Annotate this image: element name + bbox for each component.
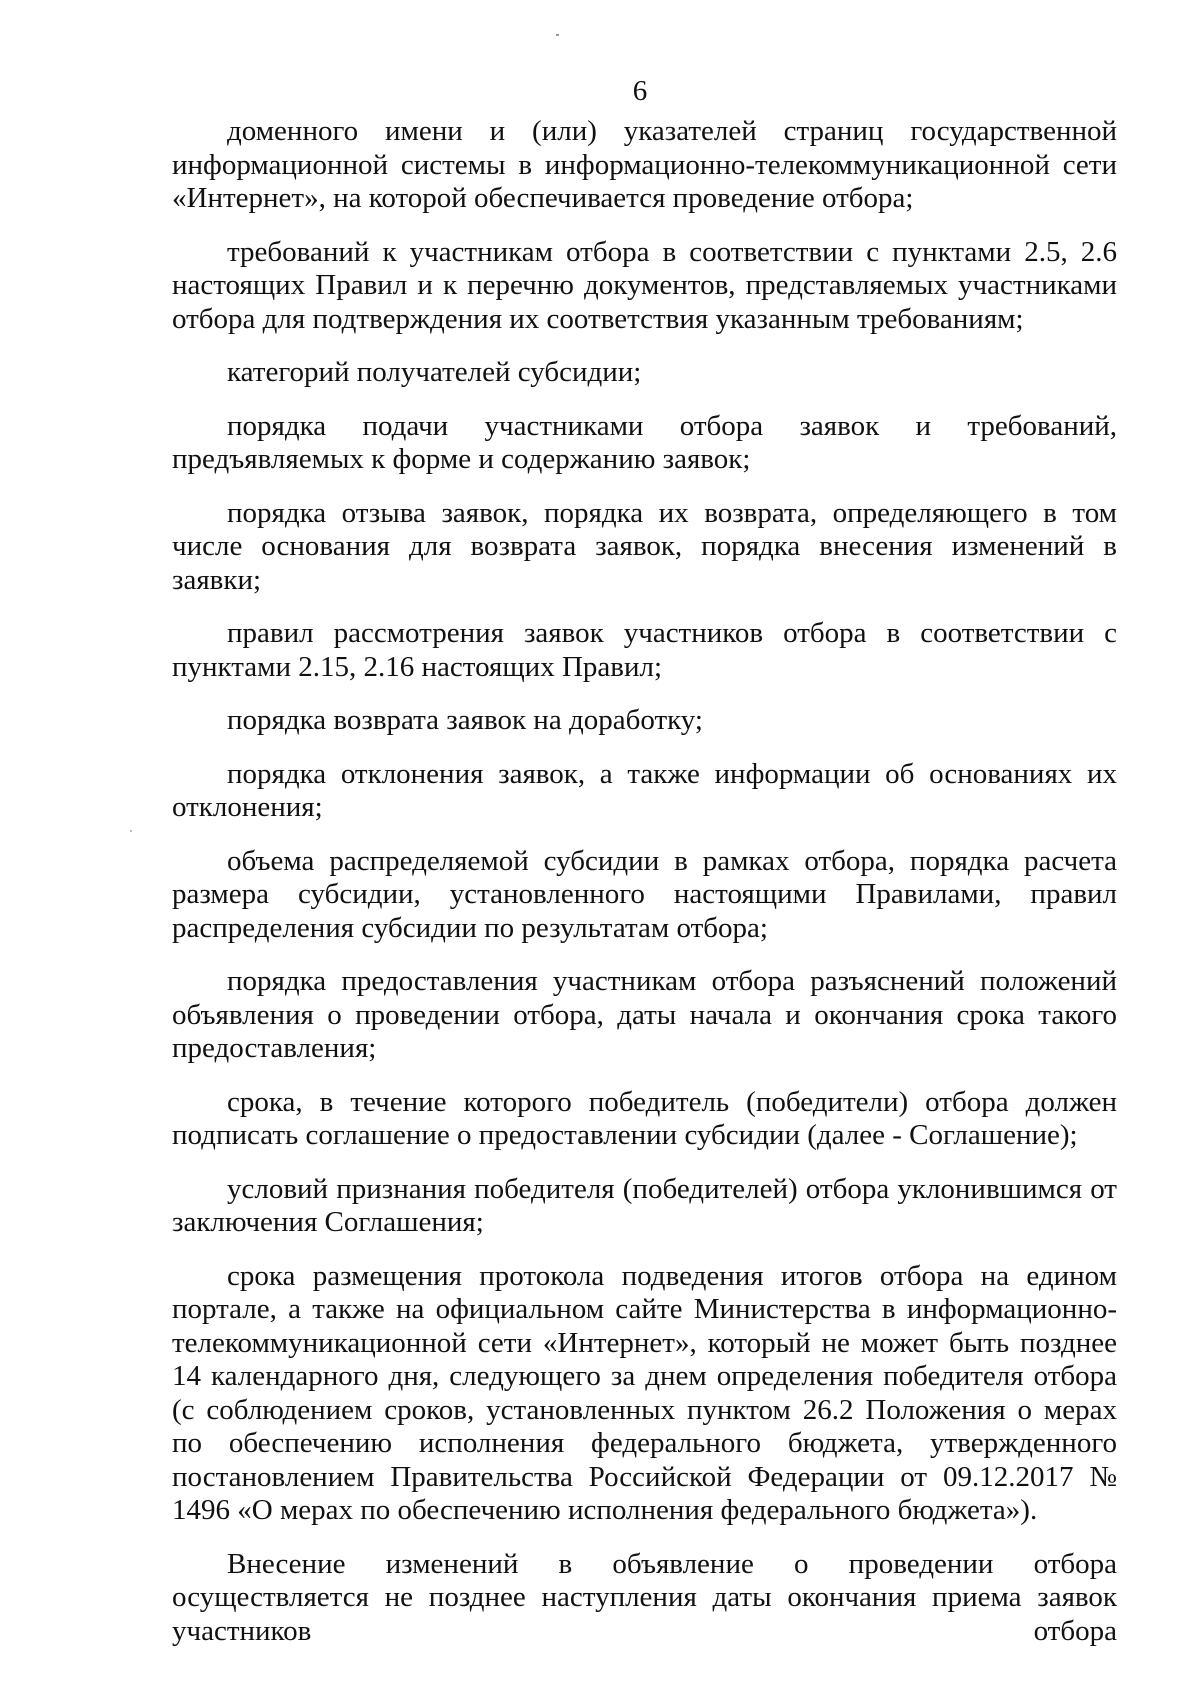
- page-number: 6: [632, 75, 648, 107]
- scan-speck: [130, 830, 132, 832]
- paragraph: порядка подачи участниками отбора заявок и требований, предъявляемых к форме и содержанию заявок;: [172, 409, 1117, 475]
- scan-speck: [556, 34, 559, 36]
- paragraph: условий признания победителя (победителей) отбора уклонившимся от заключения Соглашения;: [172, 1172, 1117, 1238]
- paragraph: требований к участникам отбора в соответствии с пунктами 2.5, 2.6 настоящих Правил и к перечню документов, представляемых участниками отбора для подтверждения их соответствия указанным требованиям;: [172, 235, 1117, 335]
- paragraph: порядка отзыва заявок, порядка их возврата, определяющего в том числе основания для возврата заявок, порядка внесения изменений в заявки;: [172, 496, 1117, 596]
- paragraph: объема распределяемой субсидии в рамках отбора, порядка расчета размера субсидии, установленного настоящими Правилами, правил распределения субсидии по результатам отбора;: [172, 844, 1117, 944]
- paragraph: порядка отклонения заявок, а также информации об основаниях их отклонения;: [172, 757, 1117, 823]
- paragraph: доменного имени и (или) указателей страниц государственной информационной системы в информационно-телекоммуникационной сети «Интернет», на которой обеспечивается проведение отбора;: [172, 115, 1117, 214]
- paragraph: порядка предоставления участникам отбора разъяснений положений объявления о проведении отбора, даты начала и окончания срока такого предоставления;: [172, 965, 1117, 1064]
- paragraph: срока, в течение которого победитель (победители) отбора должен подписать соглашение о предоставлении субсидии (далее - Соглашение);: [172, 1085, 1117, 1151]
- paragraph: срока размещения протокола подведения итогов отбора на едином портале, а также на официальном сайте Министерства в информационно-телекоммуникационной сети «Интернет», который не может быть позднее 14 календарного дня, следующего за днем определения победителя отбора (с соблюдением сроков, установленных пунктом 26.2 Положения о мерах по обеспечению исполнения федерального бюджета, утвержденного постановлением Правительства Российской Федерации от 09.12.2017 № 1496 «О мерах по обеспечению исполнения федерального бюджета»).: [172, 1259, 1117, 1526]
- paragraph: категорий получателей субсидии;: [227, 356, 642, 388]
- paragraph: порядка возврата заявок на доработку;: [227, 704, 703, 736]
- paragraph: Внесение изменений в объявление о проведении отбора осуществляется не позднее наступления даты окончания приема заявок участников отбора: [172, 1547, 1117, 1647]
- document-body: [172, 115, 1117, 1648]
- paragraph: правил рассмотрения заявок участников отбора в соответствии с пунктами 2.15, 2.16 настоящих Правил;: [172, 617, 1117, 683]
